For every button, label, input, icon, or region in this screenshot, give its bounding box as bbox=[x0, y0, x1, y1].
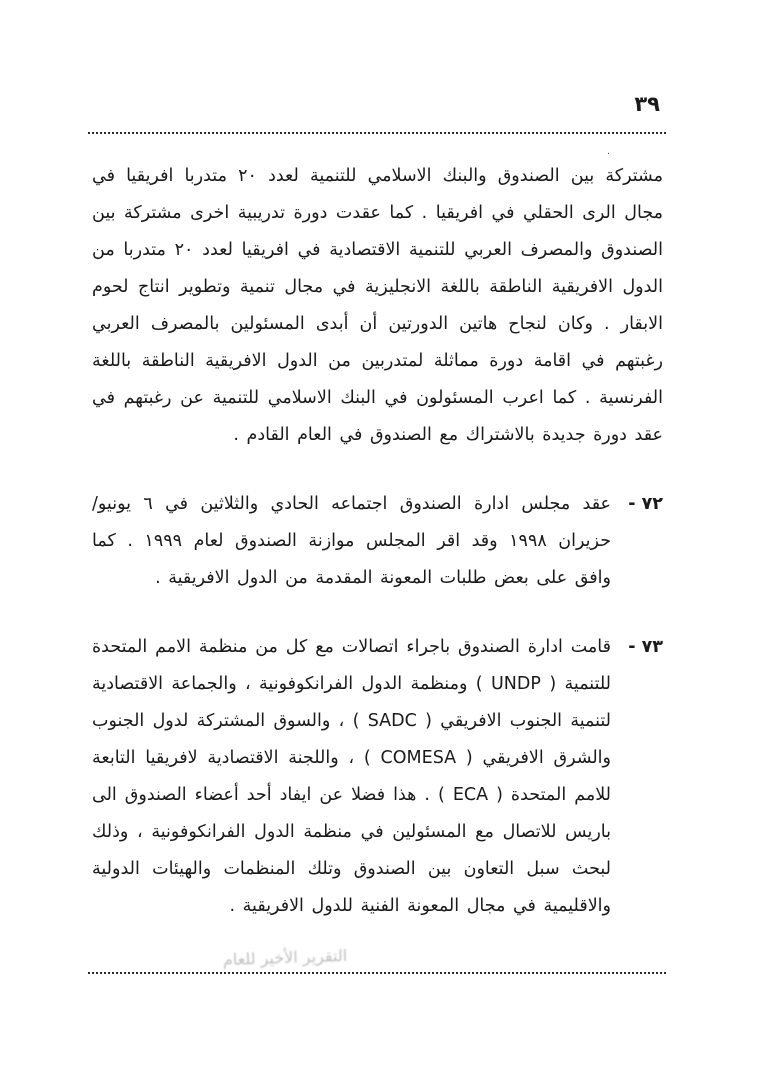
bottom-dotted-rule bbox=[88, 972, 666, 974]
page-body bbox=[92, 158, 663, 957]
scan-artifact-dot: . bbox=[606, 146, 610, 157]
item-number: ٧٢ - bbox=[628, 494, 663, 514]
page-number: ٣٩ bbox=[634, 92, 660, 116]
item-number: ٧٣ - bbox=[628, 637, 663, 657]
top-dotted-rule bbox=[88, 132, 666, 134]
numbered-item-72 bbox=[92, 486, 663, 597]
item-text: قامت ادارة الصندوق باجراء اتصالات مع كل من منظمة الامم المتحدة للتنمية ( UNDP ) ومنظمة الدول الفرانكوفونية ، والجماعة الاقتصادية لتنمية الجنوب الافريقي ( SADC ) ، والسوق المشتركة لدول الجنوب والشرق الافريقي ( COMESA ) ، واللجنة الاقتصادية لافريقيا التابعة للامم المتحدة ( ECA ) . هذا فضلا عن ايفاد أحد أعضاء الصندوق الى باريس للاتصال مع المسئولين في منظمة الدول الفرانكوفونية ، وذلك لبحث سبل التعاون بين الصندوق وتلك المنظمات والهيئات الدولية والاقليمية في مجال المعونة الفنية للدول الافريقية . bbox=[92, 637, 611, 916]
footer-stamp-handwriting: التقرير الأخير للعام bbox=[222, 945, 348, 970]
item-text: عقد مجلس ادارة الصندوق اجتماعه الحادي والثلاثين في ٦ يونيو/ حزيران ١٩٩٨ وقد اقر المجلس موازنة الصندوق لعام ١٩٩٩ . كما وافق على بعض طلبات المعونة المقدمة من الدول الافريقية . bbox=[92, 494, 612, 588]
paragraph-continuation: مشتركة بين الصندوق والبنك الاسلامي للتنمية لعدد ٢٠ متدربا افريقيا في مجال الرى الحقلي في افريقيا . كما عقدت دورة تدريبية اخرى مشتركة بين الصندوق والمصرف العربي للتنمية الاقتصادية في افريقيا لعدد ٢٠ متدربا من الدول الافريقية الناطقة باللغة الانجليزية في مجال تنمية وتطوير انتاج لحوم الابقار . وكان لنجاح هاتين الدورتين أن أبدى المسئولين بالمصرف العربي رغبتهم في اقامة دورة مماثلة لمتدربين من الدول الافريقية الناطقة باللغة الفرنسية . كما اعرب المسئولون في البنك الاسلامي للتنمية عن رغبتهم في عقد دورة جديدة بالاشتراك مع الصندوق في العام القادم . bbox=[92, 166, 663, 445]
numbered-item-73 bbox=[92, 629, 663, 925]
